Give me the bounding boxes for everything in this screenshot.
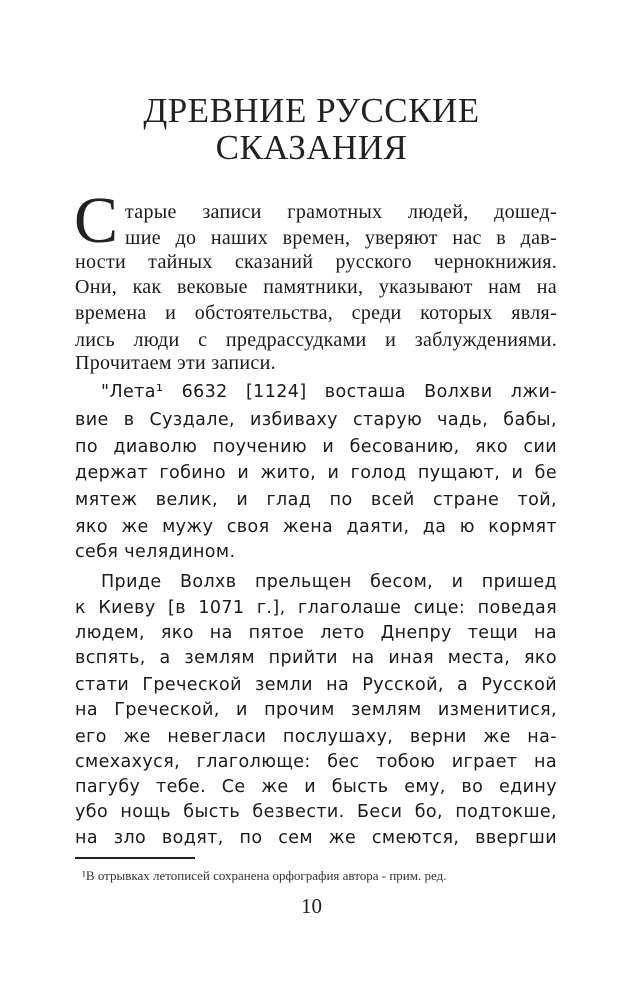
- drop-cap: С: [74, 184, 119, 257]
- text-line: на Греческой, и прочим землям изменитися,: [75, 700, 557, 720]
- text-line: Они, как вековые памятники, указывают нам на: [75, 276, 557, 298]
- chapter-title-line-2: СКАЗАНИЯ: [215, 128, 408, 167]
- text-line: шие до наших времен, уверяют нас в дав-: [125, 227, 557, 249]
- text-line: ности тайных сказаний русского чернокнижия.: [75, 251, 557, 273]
- text-line: яко же мужу своя жена даяти, да ю кормят: [75, 517, 557, 537]
- text-line: мятеж велик, и глад по всей стране той,: [75, 490, 557, 510]
- text-line: времена и обстоятельства, среди которых явля-: [75, 302, 557, 324]
- footnote-divider: [75, 857, 195, 859]
- text-line: стати Греческой земли на Русской, а Русской: [75, 675, 557, 695]
- text-line: "Лета¹ 6632 [1124] восташа Волхви лжи-: [101, 382, 557, 402]
- text-line: Приде Волхв прельщен бесом, и пришед: [101, 572, 557, 592]
- text-line: по диаволю поучению и бесованию, яко сии: [75, 437, 557, 457]
- text-line: вспять, а землям прийти на иная места, яко: [75, 648, 557, 668]
- text-line: на зло водят, по сем же смеются, ввергши: [75, 828, 557, 848]
- text-line: пагубу тебе. Се же и бысть ему, во едину: [75, 777, 557, 797]
- text-line: его же невегласи послушаху, верни же на-: [75, 727, 557, 747]
- text-line: убо нощь бысть безвести. Беси бо, подтокше,: [75, 802, 557, 822]
- text-line: себя челядином.: [75, 542, 236, 562]
- text-line: лись люди с предрассудками и заблуждениями.: [75, 329, 557, 351]
- footnote: ¹В отрывках летописей сохранена орфография автора - прим. ред.: [82, 868, 447, 883]
- text-line: тарые записи грамотных людей, дошед-: [125, 201, 557, 223]
- chapter-title-line-1: ДРЕВНИЕ РУССКИЕ: [143, 91, 480, 130]
- text-line: смехахуся, глаголюще: бес тобою играет на: [75, 752, 557, 772]
- text-line: вие в Суздале, избиваху старую чадь, бабы,: [75, 410, 557, 430]
- text-line: к Киеву [в 1071 г.], глаголаше сице: поведая: [75, 598, 557, 618]
- text-line: Прочитаем эти записи.: [75, 352, 276, 374]
- text-line: держат гобино и жито, и голод пущают, и бе: [75, 463, 557, 483]
- text-line: людем, яко на пятое лето Днепру тещи на: [75, 623, 557, 643]
- page-number: 10: [301, 894, 322, 918]
